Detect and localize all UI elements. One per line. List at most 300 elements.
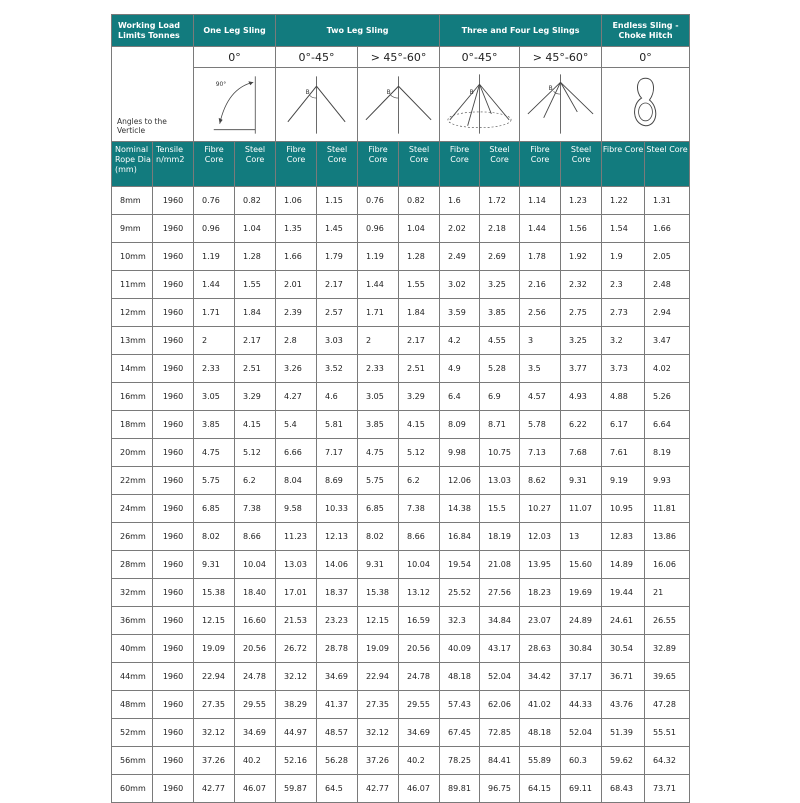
- cell-two-leg-b-fibre: 37.26: [358, 747, 399, 775]
- cell-endless-steel: 21: [645, 579, 690, 607]
- cell-three-four-a-fibre: 16.84: [440, 523, 480, 551]
- table-row: [112, 523, 690, 551]
- cell-tensile: 1960: [153, 691, 194, 719]
- cell-three-four-b-fibre: 2.16: [520, 271, 561, 299]
- cell-three-four-a-steel: 3.85: [480, 299, 520, 327]
- cell-endless-fibre: 14.89: [602, 551, 645, 579]
- cell-two-leg-a-steel: 1.45: [317, 215, 358, 243]
- cell-tensile: 1960: [153, 607, 194, 635]
- angle-one-leg: 0°: [194, 47, 276, 68]
- cell-three-four-a-fibre: 40.09: [440, 635, 480, 663]
- cell-three-four-b-steel: 3.25: [561, 327, 602, 355]
- cell-two-leg-a-fibre: 1.06: [276, 187, 317, 215]
- angle-two-leg-a: 0°-45°: [276, 47, 358, 68]
- angle-three-four-a: 0°-45°: [440, 47, 520, 68]
- cell-three-four-a-steel: 8.71: [480, 411, 520, 439]
- cell-one-leg-steel: 18.40: [235, 579, 276, 607]
- cell-one-leg-fibre: 3.85: [194, 411, 235, 439]
- cell-one-leg-fibre: 2.33: [194, 355, 235, 383]
- cell-one-leg-steel: 20.56: [235, 635, 276, 663]
- cell-three-four-b-fibre: 10.27: [520, 495, 561, 523]
- cell-one-leg-steel: 4.15: [235, 411, 276, 439]
- cell-three-four-a-fibre: 6.4: [440, 383, 480, 411]
- cell-rope-dia: 18mm: [112, 411, 153, 439]
- cell-two-leg-a-steel: 7.17: [317, 439, 358, 467]
- cell-two-leg-a-steel: 1.79: [317, 243, 358, 271]
- two-leg-sling-icon: [276, 68, 357, 141]
- cell-endless-fibre: 2.73: [602, 299, 645, 327]
- cell-one-leg-steel: 24.78: [235, 663, 276, 691]
- table-row: [112, 747, 690, 775]
- cell-two-leg-a-steel: 10.33: [317, 495, 358, 523]
- cell-endless-fibre: 12.83: [602, 523, 645, 551]
- cell-three-four-a-steel: 10.75: [480, 439, 520, 467]
- cell-two-leg-a-steel: 12.13: [317, 523, 358, 551]
- cell-tensile: 1960: [153, 271, 194, 299]
- cell-three-four-b-steel: 69.11: [561, 775, 602, 803]
- cell-three-four-b-fibre: 4.57: [520, 383, 561, 411]
- table-row: [112, 663, 690, 691]
- cell-two-leg-a-steel: 18.37: [317, 579, 358, 607]
- cell-two-leg-a-steel: 5.81: [317, 411, 358, 439]
- cell-rope-dia: 24mm: [112, 495, 153, 523]
- cell-two-leg-b-steel: 2.51: [399, 355, 440, 383]
- cell-endless-steel: 39.65: [645, 663, 690, 691]
- cell-two-leg-b-steel: 1.55: [399, 271, 440, 299]
- cell-two-leg-a-fibre: 11.23: [276, 523, 317, 551]
- cell-three-four-b-fibre: 12.03: [520, 523, 561, 551]
- cell-rope-dia: 40mm: [112, 635, 153, 663]
- cell-endless-fibre: 7.61: [602, 439, 645, 467]
- cell-one-leg-fibre: 5.75: [194, 467, 235, 495]
- cell-three-four-a-fibre: 78.25: [440, 747, 480, 775]
- cell-two-leg-a-steel: 23.23: [317, 607, 358, 635]
- cell-two-leg-a-steel: 28.78: [317, 635, 358, 663]
- cell-three-four-b-steel: 13: [561, 523, 602, 551]
- angle-three-four-b: > 45°-60°: [520, 47, 602, 68]
- cell-two-leg-b-steel: 0.82: [399, 187, 440, 215]
- cell-rope-dia: 56mm: [112, 747, 153, 775]
- cell-endless-fibre: 36.71: [602, 663, 645, 691]
- cell-one-leg-fibre: 42.77: [194, 775, 235, 803]
- cell-three-four-a-steel: 4.55: [480, 327, 520, 355]
- cell-three-four-a-steel: 72.85: [480, 719, 520, 747]
- cell-two-leg-b-fibre: 9.31: [358, 551, 399, 579]
- table-row: [112, 579, 690, 607]
- cell-three-four-a-steel: 2.18: [480, 215, 520, 243]
- cell-three-four-b-steel: 3.77: [561, 355, 602, 383]
- cell-endless-fibre: 1.54: [602, 215, 645, 243]
- cell-three-four-b-fibre: 1.14: [520, 187, 561, 215]
- table-row: [112, 355, 690, 383]
- cell-two-leg-a-fibre: 8.04: [276, 467, 317, 495]
- cell-three-four-b-fibre: 55.89: [520, 747, 561, 775]
- cell-endless-steel: 9.93: [645, 467, 690, 495]
- cell-endless-steel: 26.55: [645, 607, 690, 635]
- cell-endless-steel: 73.71: [645, 775, 690, 803]
- cell-one-leg-fibre: 6.85: [194, 495, 235, 523]
- cell-two-leg-b-fibre: 1.19: [358, 243, 399, 271]
- cell-two-leg-a-fibre: 2.01: [276, 271, 317, 299]
- cell-three-four-b-fibre: 1.78: [520, 243, 561, 271]
- cell-three-four-a-fibre: 67.45: [440, 719, 480, 747]
- cell-two-leg-b-steel: 20.56: [399, 635, 440, 663]
- cell-two-leg-a-fibre: 5.4: [276, 411, 317, 439]
- cell-three-four-b-steel: 1.23: [561, 187, 602, 215]
- cell-tensile: 1960: [153, 215, 194, 243]
- cell-three-four-a-fibre: 4.2: [440, 327, 480, 355]
- table-row: [112, 187, 690, 215]
- cell-tensile: 1960: [153, 439, 194, 467]
- cell-one-leg-fibre: 22.94: [194, 663, 235, 691]
- cell-three-four-a-steel: 2.69: [480, 243, 520, 271]
- steel-core-header: Steel Core: [480, 142, 520, 187]
- cell-rope-dia: 16mm: [112, 383, 153, 411]
- cell-one-leg-steel: 2.51: [235, 355, 276, 383]
- fibre-core-header: Fibre Core: [520, 142, 561, 187]
- cell-rope-dia: 26mm: [112, 523, 153, 551]
- cell-two-leg-b-steel: 8.66: [399, 523, 440, 551]
- cell-two-leg-a-steel: 41.37: [317, 691, 358, 719]
- cell-one-leg-fibre: 1.19: [194, 243, 235, 271]
- cell-tensile: 1960: [153, 579, 194, 607]
- cell-one-leg-steel: 16.60: [235, 607, 276, 635]
- cell-three-four-a-steel: 84.41: [480, 747, 520, 775]
- cell-tensile: 1960: [153, 775, 194, 803]
- table-row: [112, 691, 690, 719]
- two-leg-wide-sling-icon: [358, 68, 439, 141]
- cell-two-leg-b-steel: 7.38: [399, 495, 440, 523]
- cell-three-four-b-steel: 2.32: [561, 271, 602, 299]
- cell-two-leg-a-steel: 3.52: [317, 355, 358, 383]
- cell-two-leg-a-steel: 3.03: [317, 327, 358, 355]
- diagram-label: Angles to the Verticle: [117, 117, 167, 135]
- cell-one-leg-steel: 0.82: [235, 187, 276, 215]
- cell-rope-dia: 22mm: [112, 467, 153, 495]
- cell-two-leg-b-steel: 34.69: [399, 719, 440, 747]
- cell-two-leg-a-fibre: 38.29: [276, 691, 317, 719]
- table-row: [112, 467, 690, 495]
- cell-three-four-b-fibre: 8.62: [520, 467, 561, 495]
- cell-two-leg-b-steel: 1.28: [399, 243, 440, 271]
- cell-three-four-b-steel: 1.92: [561, 243, 602, 271]
- cell-rope-dia: 52mm: [112, 719, 153, 747]
- choke-hitch-icon: [602, 68, 689, 141]
- cell-two-leg-a-fibre: 3.26: [276, 355, 317, 383]
- svg-text:B: B: [305, 90, 310, 97]
- steel-core-header: Steel Core: [561, 142, 602, 187]
- cell-two-leg-b-steel: 3.29: [399, 383, 440, 411]
- cell-two-leg-a-fibre: 26.72: [276, 635, 317, 663]
- cell-two-leg-b-fibre: 1.71: [358, 299, 399, 327]
- cell-two-leg-a-steel: 56.28: [317, 747, 358, 775]
- cell-three-four-a-steel: 15.5: [480, 495, 520, 523]
- nominal-dia-header: Nominal Rope Dia (mm): [112, 142, 153, 187]
- one-leg-angle-icon: [194, 68, 275, 141]
- cell-three-four-b-fibre: 7.13: [520, 439, 561, 467]
- cell-one-leg-steel: 1.28: [235, 243, 276, 271]
- fibre-core-header: Fibre Core: [602, 142, 645, 187]
- cell-two-leg-a-fibre: 17.01: [276, 579, 317, 607]
- cell-two-leg-a-fibre: 32.12: [276, 663, 317, 691]
- cell-endless-fibre: 6.17: [602, 411, 645, 439]
- cell-one-leg-steel: 34.69: [235, 719, 276, 747]
- cell-two-leg-b-steel: 13.12: [399, 579, 440, 607]
- cell-three-four-a-steel: 5.28: [480, 355, 520, 383]
- one-leg-header: One Leg Sling: [194, 15, 276, 47]
- fibre-core-header: Fibre Core: [440, 142, 480, 187]
- cell-one-leg-fibre: 4.75: [194, 439, 235, 467]
- cell-two-leg-a-fibre: 1.35: [276, 215, 317, 243]
- cell-three-four-a-fibre: 3.02: [440, 271, 480, 299]
- cell-three-four-a-fibre: 8.09: [440, 411, 480, 439]
- diagram-endless: [602, 68, 690, 142]
- cell-one-leg-fibre: 0.76: [194, 187, 235, 215]
- table-row: [112, 327, 690, 355]
- diagram-label-cell: [112, 47, 194, 142]
- cell-two-leg-b-fibre: 2: [358, 327, 399, 355]
- cell-one-leg-fibre: 1.44: [194, 271, 235, 299]
- cell-two-leg-b-fibre: 3.05: [358, 383, 399, 411]
- cell-three-four-b-steel: 4.93: [561, 383, 602, 411]
- cell-three-four-b-fibre: 18.23: [520, 579, 561, 607]
- table-row: [112, 243, 690, 271]
- table-row: [112, 411, 690, 439]
- table-row: [112, 775, 690, 803]
- three-four-leg-header: Three and Four Leg Slings: [440, 15, 602, 47]
- cell-tensile: 1960: [153, 551, 194, 579]
- cell-two-leg-a-steel: 14.06: [317, 551, 358, 579]
- cell-endless-fibre: 30.54: [602, 635, 645, 663]
- cell-one-leg-fibre: 32.12: [194, 719, 235, 747]
- cell-one-leg-fibre: 3.05: [194, 383, 235, 411]
- angle-endless: 0°: [602, 47, 690, 68]
- cell-endless-fibre: 4.88: [602, 383, 645, 411]
- cell-one-leg-steel: 2.17: [235, 327, 276, 355]
- cell-two-leg-a-steel: 4.6: [317, 383, 358, 411]
- cell-endless-steel: 5.26: [645, 383, 690, 411]
- cell-one-leg-steel: 5.12: [235, 439, 276, 467]
- cell-three-four-a-fibre: 48.18: [440, 663, 480, 691]
- cell-one-leg-steel: 10.04: [235, 551, 276, 579]
- cell-one-leg-steel: 6.2: [235, 467, 276, 495]
- cell-three-four-a-fibre: 4.9: [440, 355, 480, 383]
- cell-two-leg-b-steel: 5.12: [399, 439, 440, 467]
- cell-tensile: 1960: [153, 411, 194, 439]
- cell-endless-steel: 16.06: [645, 551, 690, 579]
- cell-endless-steel: 1.66: [645, 215, 690, 243]
- cell-two-leg-a-fibre: 2.39: [276, 299, 317, 327]
- cell-three-four-a-steel: 27.56: [480, 579, 520, 607]
- cell-endless-fibre: 24.61: [602, 607, 645, 635]
- cell-one-leg-fibre: 0.96: [194, 215, 235, 243]
- table-row: [112, 635, 690, 663]
- cell-two-leg-b-steel: 1.84: [399, 299, 440, 327]
- cell-tensile: 1960: [153, 719, 194, 747]
- cell-three-four-b-steel: 9.31: [561, 467, 602, 495]
- cell-two-leg-b-fibre: 3.85: [358, 411, 399, 439]
- cell-two-leg-a-steel: 8.69: [317, 467, 358, 495]
- cell-two-leg-b-fibre: 19.09: [358, 635, 399, 663]
- cell-three-four-b-steel: 30.84: [561, 635, 602, 663]
- cell-endless-fibre: 19.44: [602, 579, 645, 607]
- cell-two-leg-a-steel: 2.17: [317, 271, 358, 299]
- cell-tensile: 1960: [153, 299, 194, 327]
- cell-two-leg-b-fibre: 32.12: [358, 719, 399, 747]
- cell-rope-dia: 9mm: [112, 215, 153, 243]
- cell-two-leg-b-fibre: 2.33: [358, 355, 399, 383]
- cell-three-four-a-steel: 18.19: [480, 523, 520, 551]
- cell-endless-fibre: 51.39: [602, 719, 645, 747]
- cell-three-four-a-fibre: 9.98: [440, 439, 480, 467]
- cell-three-four-a-fibre: 2.49: [440, 243, 480, 271]
- cell-three-four-a-steel: 21.08: [480, 551, 520, 579]
- cell-tensile: 1960: [153, 635, 194, 663]
- cell-three-four-a-steel: 6.9: [480, 383, 520, 411]
- cell-endless-steel: 13.86: [645, 523, 690, 551]
- cell-tensile: 1960: [153, 523, 194, 551]
- cell-tensile: 1960: [153, 355, 194, 383]
- fibre-core-header: Fibre Core: [358, 142, 399, 187]
- cell-endless-steel: 64.32: [645, 747, 690, 775]
- cell-three-four-a-fibre: 32.3: [440, 607, 480, 635]
- cell-endless-steel: 4.02: [645, 355, 690, 383]
- cell-rope-dia: 48mm: [112, 691, 153, 719]
- cell-two-leg-b-fibre: 12.15: [358, 607, 399, 635]
- cell-one-leg-steel: 3.29: [235, 383, 276, 411]
- cell-two-leg-b-steel: 1.04: [399, 215, 440, 243]
- cell-one-leg-fibre: 8.02: [194, 523, 235, 551]
- cell-tensile: 1960: [153, 187, 194, 215]
- cell-three-four-a-fibre: 1.6: [440, 187, 480, 215]
- table-body: [112, 187, 690, 803]
- fibre-core-header: Fibre Core: [276, 142, 317, 187]
- cell-three-four-b-steel: 19.69: [561, 579, 602, 607]
- cell-one-leg-steel: 8.66: [235, 523, 276, 551]
- cell-three-four-b-fibre: 34.42: [520, 663, 561, 691]
- cell-endless-steel: 2.05: [645, 243, 690, 271]
- cell-one-leg-fibre: 1.71: [194, 299, 235, 327]
- steel-core-header: Steel Core: [317, 142, 358, 187]
- cell-one-leg-fibre: 12.15: [194, 607, 235, 635]
- cell-one-leg-steel: 46.07: [235, 775, 276, 803]
- cell-endless-fibre: 9.19: [602, 467, 645, 495]
- endless-sling-header: Endless Sling - Choke Hitch: [602, 15, 690, 47]
- diagram-three-four-a: [440, 68, 520, 142]
- cell-three-four-b-fibre: 41.02: [520, 691, 561, 719]
- cell-three-four-a-fibre: 3.59: [440, 299, 480, 327]
- cell-rope-dia: 10mm: [112, 243, 153, 271]
- cell-tensile: 1960: [153, 327, 194, 355]
- cell-endless-steel: 8.19: [645, 439, 690, 467]
- table-row: [112, 495, 690, 523]
- angle-two-leg-b: > 45°-60°: [358, 47, 440, 68]
- svg-text:B: B: [386, 90, 391, 97]
- cell-three-four-b-fibre: 48.18: [520, 719, 561, 747]
- cell-three-four-a-fibre: 19.54: [440, 551, 480, 579]
- cell-two-leg-b-fibre: 22.94: [358, 663, 399, 691]
- cell-two-leg-b-fibre: 0.76: [358, 187, 399, 215]
- cell-three-four-b-fibre: 3: [520, 327, 561, 355]
- cell-rope-dia: 8mm: [112, 187, 153, 215]
- cell-three-four-a-fibre: 14.38: [440, 495, 480, 523]
- cell-two-leg-a-fibre: 59.87: [276, 775, 317, 803]
- cell-one-leg-steel: 1.04: [235, 215, 276, 243]
- cell-three-four-a-fibre: 89.81: [440, 775, 480, 803]
- cell-one-leg-fibre: 37.26: [194, 747, 235, 775]
- steel-core-header: Steel Core: [235, 142, 276, 187]
- cell-two-leg-b-fibre: 5.75: [358, 467, 399, 495]
- cell-two-leg-a-steel: 1.15: [317, 187, 358, 215]
- cell-endless-fibre: 1.9: [602, 243, 645, 271]
- cell-two-leg-b-fibre: 1.44: [358, 271, 399, 299]
- cell-three-four-a-steel: 13.03: [480, 467, 520, 495]
- cell-two-leg-b-fibre: 42.77: [358, 775, 399, 803]
- cell-endless-steel: 3.47: [645, 327, 690, 355]
- cell-two-leg-b-steel: 24.78: [399, 663, 440, 691]
- table-row: [112, 271, 690, 299]
- cell-three-four-b-steel: 7.68: [561, 439, 602, 467]
- cell-two-leg-a-fibre: 2.8: [276, 327, 317, 355]
- sling-load-table: [111, 14, 690, 803]
- cell-two-leg-a-fibre: 1.66: [276, 243, 317, 271]
- cell-two-leg-b-fibre: 8.02: [358, 523, 399, 551]
- cell-three-four-b-steel: 44.33: [561, 691, 602, 719]
- working-load-header: Working Load Limits Tonnes: [112, 15, 194, 47]
- cell-rope-dia: 12mm: [112, 299, 153, 327]
- cell-rope-dia: 32mm: [112, 579, 153, 607]
- cell-tensile: 1960: [153, 243, 194, 271]
- cell-one-leg-steel: 1.84: [235, 299, 276, 327]
- cell-three-four-b-fibre: 13.95: [520, 551, 561, 579]
- cell-endless-fibre: 1.22: [602, 187, 645, 215]
- cell-rope-dia: 44mm: [112, 663, 153, 691]
- cell-two-leg-a-steel: 64.5: [317, 775, 358, 803]
- svg-text:B: B: [548, 86, 553, 93]
- cell-two-leg-b-fibre: 27.35: [358, 691, 399, 719]
- cell-three-four-b-steel: 2.75: [561, 299, 602, 327]
- cell-two-leg-a-steel: 48.57: [317, 719, 358, 747]
- svg-text:B: B: [469, 90, 474, 97]
- cell-rope-dia: 11mm: [112, 271, 153, 299]
- cell-three-four-a-fibre: 57.43: [440, 691, 480, 719]
- cell-three-four-b-steel: 11.07: [561, 495, 602, 523]
- cell-one-leg-fibre: 27.35: [194, 691, 235, 719]
- cell-one-leg-fibre: 15.38: [194, 579, 235, 607]
- cell-two-leg-b-fibre: 6.85: [358, 495, 399, 523]
- cell-one-leg-fibre: 2: [194, 327, 235, 355]
- cell-two-leg-b-steel: 10.04: [399, 551, 440, 579]
- cell-rope-dia: 36mm: [112, 607, 153, 635]
- cell-three-four-b-steel: 37.17: [561, 663, 602, 691]
- cell-three-four-b-fibre: 28.63: [520, 635, 561, 663]
- cell-three-four-b-steel: 60.3: [561, 747, 602, 775]
- cell-endless-steel: 1.31: [645, 187, 690, 215]
- cell-two-leg-b-steel: 46.07: [399, 775, 440, 803]
- diagram-one-leg: [194, 68, 276, 142]
- steel-core-header: Steel Core: [645, 142, 690, 187]
- table-row: [112, 383, 690, 411]
- cell-endless-fibre: 3.73: [602, 355, 645, 383]
- cell-rope-dia: 14mm: [112, 355, 153, 383]
- cell-one-leg-steel: 29.55: [235, 691, 276, 719]
- cell-rope-dia: 13mm: [112, 327, 153, 355]
- cell-endless-fibre: 3.2: [602, 327, 645, 355]
- cell-three-four-a-steel: 52.04: [480, 663, 520, 691]
- cell-endless-fibre: 43.76: [602, 691, 645, 719]
- diagram-two-leg-b: [358, 68, 440, 142]
- cell-three-four-b-steel: 6.22: [561, 411, 602, 439]
